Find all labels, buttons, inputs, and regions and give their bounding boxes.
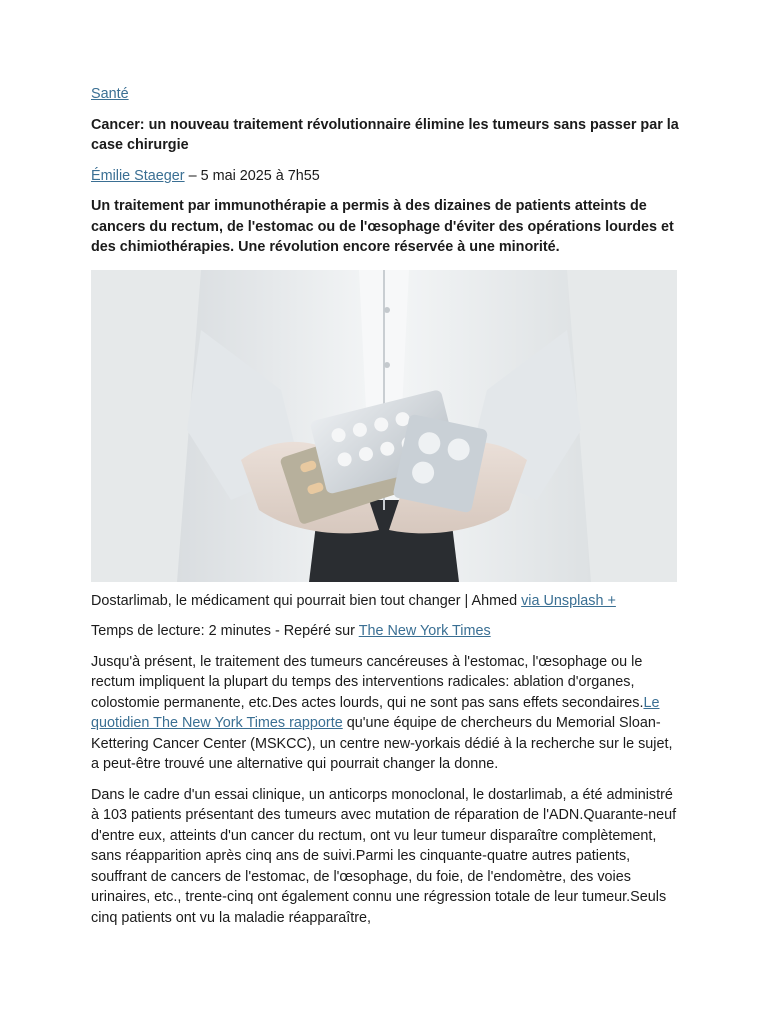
- caption-text: Dostarlimab, le médicament qui pourrait bien tout changer | Ahmed: [91, 592, 522, 609]
- byline: [91, 166, 681, 187]
- paragraph-1: [91, 652, 681, 775]
- article-lede: Un traitement par immunothérapie a permis à des dizaines de patients atteints de cancers du rectum, de l'estomac ou de l'œsophage d'éviter des opérations lourdes et des chimiothérapies. Une révolution encore réservée à une minorité.: [91, 198, 674, 255]
- article-headline: Cancer: un nouveau traitement révolutionnaire élimine les tumeurs sans passer par la case chirurgie: [91, 116, 679, 153]
- photo-caption: [91, 591, 681, 612]
- doctor-holding-pills-image: [91, 270, 677, 582]
- paragraph-1-text-end: qu'une équipe de chercheurs du Memorial Sloan-Kettering Cancer Center (MSKCC), un centre new-yorkais dédié à la recherche sur le sujet, a peut-être trouvé une alternative qui pourrait changer la donne.: [91, 715, 673, 772]
- source-link[interactable]: The New York Times: [358, 623, 491, 639]
- reading-time: [91, 621, 681, 642]
- author-link[interactable]: Émilie Staeger: [91, 167, 185, 184]
- hero-photo: [91, 270, 677, 582]
- reading-time-text: Temps de lecture: 2 minutes - Repéré sur: [91, 623, 359, 639]
- paragraph-2: Dans le cadre d'un essai clinique, un anticorps monoclonal, le dostarlimab, a été administré à 103 patients présentant des tumeurs avec mutation de réparation de l'ADN.Quarante-neuf d'entre eux, atteints d'un cancer du rectum, ont vu leur tumeur disparaître complètement, sans réapparition après cinq ans de suivi.Parmi les cinquante-quatre autres patients, souffrant de cancers de l'estomac, de l'œsophage, du foie, de l'endomètre, des voies urinaires, etc., trente-cinq ont également connu une régression totale de leur tumeur.Seuls cinq patients ont vu la maladie réapparaître,: [91, 786, 677, 926]
- category-link[interactable]: Santé: [91, 86, 129, 102]
- article-body: [91, 84, 681, 938]
- nyt-report-link[interactable]: Le quotidien The New York Times rapporte: [91, 694, 660, 731]
- category-line: [91, 84, 681, 105]
- caption-source-link[interactable]: via Unsplash +: [521, 592, 616, 609]
- publish-date: – 5 mai 2025 à 7h55: [184, 167, 320, 184]
- paragraph-1-text: Jusqu'à présent, le traitement des tumeurs cancéreuses à l'estomac, l'œsophage ou le rectum impliquent la plupart du temps des interventions radicales: ablation d'organes, colostomie permanente, etc.Des actes lourds, qui ne sont pas sans effets secondaires.: [91, 653, 644, 711]
